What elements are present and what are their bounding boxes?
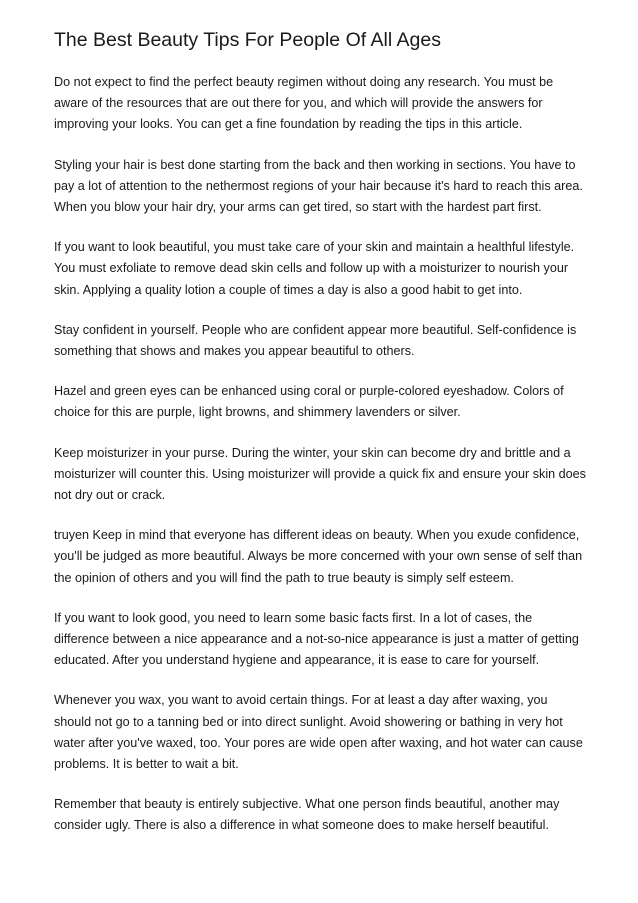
paragraph-7: truyen Keep in mind that everyone has different ideas on beauty. When you exude confidence, you'll be judged as more beautiful. Always be more concerned with your own sense of self than the opinion of others and you will find the path to true beauty is simply self esteem. xyxy=(54,528,583,585)
document-title: The Best Beauty Tips For People Of All Ages xyxy=(54,29,441,51)
paragraph-3: If you want to look beautiful, you must take care of your skin and maintain a healthful lifestyle. You must exfoliate to remove dead skin cells and follow up with a moisturizer to nourish your skin. Applying a quality lotion a couple of times a day is also a good habit to get into. xyxy=(54,240,575,297)
paragraph-5: Hazel and green eyes can be enhanced using coral or purple-colored eyeshadow. Colors of choice for this are purple, light browns, and shimmery lavenders or silver. xyxy=(54,384,564,420)
paragraph-8: If you want to look good, you need to learn some basic facts first. In a lot of cases, the difference between a nice appearance and a not-so-nice appearance is just a matter of getting educated. After you understand hygiene and appearance, it is ease to care for yourself. xyxy=(54,610,579,668)
paragraph-1: Do not expect to find the perfect beauty regimen without doing any research. You must be aware of the resources that are out there for you, and which will provide the answers for improving your looks. You can get a fine foundation by reading the tips in this article. xyxy=(54,75,554,132)
paragraph-6: Keep moisturizer in your purse. During the winter, your skin can become dry and brittle and a moisturizer will counter this. Using moisturizer will provide a quick fix and ensure your skin does not dry out or crack. xyxy=(54,445,586,503)
paragraph-2: Styling your hair is best done starting from the back and then working in sections. You have to pay a lot of attention to the nethermost regions of your hair because it's hard to reach this area. When you blow your hair dry, your arms can get tired, so start with the hardest part first. xyxy=(54,157,583,215)
paragraph-4: Stay confident in yourself. People who are confident appear more beautiful. Self-confidence is something that shows and makes you appear beautiful to others. xyxy=(54,322,577,359)
paragraph-10: Remember that beauty is entirely subjective. What one person finds beautiful, another may consider ugly. There is also a difference in what someone does to make herself beautiful. xyxy=(54,797,560,833)
paragraph-9: Whenever you wax, you want to avoid certain things. For at least a day after waxing, you should not go to a tanning bed or into direct sunlight. Avoid showering or bathing in very hot water after you've waxed, too. Your pores are wide open after waxing, and hot water can cause problems. It is better to wait a bit. xyxy=(54,693,583,772)
